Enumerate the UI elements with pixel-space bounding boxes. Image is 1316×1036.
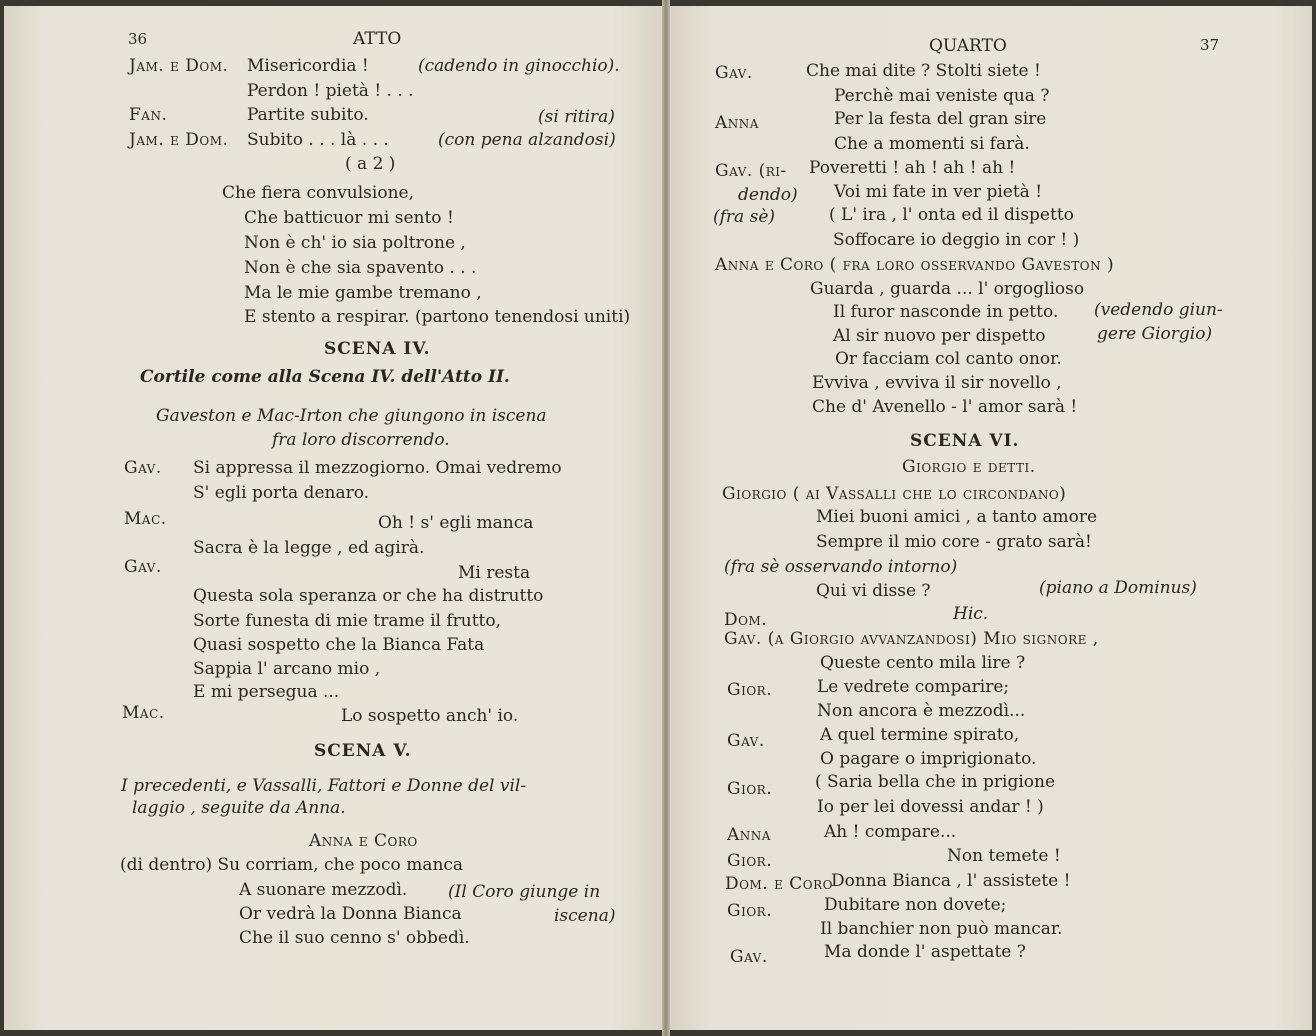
- verse-line: ( L' ira , l' onta ed il dispetto: [829, 205, 1074, 225]
- verse-line: Queste cento mila lire ?: [820, 653, 1026, 673]
- verse-line: Miei buoni amici , a tanto amore: [816, 507, 1098, 527]
- speaker-label: Mac.: [124, 509, 167, 529]
- verse-line: A quel termine spirato,: [820, 725, 1020, 745]
- verse-line: Sempre il mio core - grato sarà!: [816, 532, 1092, 552]
- running-head: ATTO: [353, 29, 402, 49]
- speaker-label: Anna: [715, 113, 759, 133]
- verse-line: ( a 2 ): [345, 154, 396, 174]
- verse-line: Che d' Avenello - l' amor sarà !: [812, 397, 1078, 417]
- right-page: [667, 6, 1312, 1030]
- speaker-label: Gior.: [727, 901, 773, 921]
- verse-line: O pagare o imprigionato.: [820, 749, 1037, 769]
- speaker-label: Gior.: [727, 680, 773, 700]
- page-number: 37: [1200, 36, 1220, 54]
- verse-line: Che fiera convulsione,: [222, 183, 414, 203]
- verse-line: Che batticuor mi sento !: [244, 208, 454, 228]
- verse-line: Per la festa del gran sire: [834, 109, 1047, 129]
- verse-line: Sappia l' arcano mio ,: [193, 659, 381, 679]
- verse-line: Oh ! s' egli manca: [378, 513, 534, 533]
- verse-line: Or facciam col canto onor.: [835, 349, 1062, 369]
- verse-line: fra loro discorrendo.: [272, 430, 450, 450]
- verse-line: Ma donde l' aspettate ?: [824, 942, 1026, 962]
- verse-line: Partite subito.: [247, 105, 369, 125]
- verse-line: Sacra è la legge , ed agirà.: [193, 538, 425, 558]
- verse-line: Mi resta: [458, 563, 531, 583]
- speaker-label: Giorgio e detti.: [902, 457, 1036, 477]
- verse-line: laggio , seguite da Anna.: [132, 798, 346, 818]
- verse-line: Perdon ! pietà ! . . .: [247, 81, 414, 101]
- speaker-label: Gav. (a Giorgio avvanzandosi) Mio signore ,: [724, 629, 1099, 649]
- verse-line: Soffocare io deggio in cor ! ): [833, 230, 1080, 250]
- verse-line: Qui vi disse ?: [816, 581, 931, 601]
- book-gutter: [662, 0, 670, 1036]
- speaker-label: Dom.: [724, 610, 768, 630]
- verse-line: Che a momenti si farà.: [834, 134, 1030, 154]
- speaker-label: Anna e Coro ( fra loro osservando Gaveston ): [715, 255, 1115, 275]
- verse-line: Ma le mie gambe tremano ,: [244, 283, 482, 303]
- verse-line: dendo): [738, 185, 798, 205]
- page-number: 36: [128, 30, 148, 48]
- speaker-label: Gav.: [124, 557, 162, 577]
- verse-line: Dubitare non dovete;: [824, 895, 1007, 915]
- verse-line: iscena): [554, 906, 616, 926]
- verse-line: Misericordia !: [247, 56, 369, 76]
- verse-line: Evviva , evviva il sir novello ,: [812, 373, 1062, 393]
- scene-heading: SCENA V.: [314, 741, 412, 761]
- speaker-label: Fan.: [129, 105, 168, 125]
- speaker-label: Gav. (ri-: [715, 161, 787, 181]
- verse-line: I precedenti, e Vassalli, Fattori e Donne del vil-: [121, 776, 527, 796]
- verse-line: Non ancora è mezzodì...: [817, 701, 1026, 721]
- verse-line: Poveretti ! ah ! ah ! ah !: [809, 158, 1016, 178]
- speaker-label: Anna e Coro: [309, 831, 418, 851]
- speaker-label: Mac.: [122, 703, 165, 723]
- verse-line: Le vedrete comparire;: [817, 677, 1010, 697]
- speaker-label: Gior.: [727, 779, 773, 799]
- speaker-label: Dom. e Coro: [725, 874, 833, 894]
- verse-line: E stento a respirar. (partono tenendosi uniti): [244, 307, 631, 327]
- verse-line: Gaveston e Mac-Irton che giungono in iscena: [156, 406, 547, 426]
- verse-line: Io per lei dovessi andar ! ): [817, 797, 1044, 817]
- verse-line: Sorte funesta di mie trame il frutto,: [193, 611, 502, 631]
- left-page: [4, 6, 665, 1030]
- verse-line: Lo sospetto anch' io.: [341, 706, 519, 726]
- verse-line: Hic.: [953, 604, 989, 624]
- verse-line: Non temete !: [947, 846, 1061, 866]
- running-head: QUARTO: [929, 36, 1007, 56]
- verse-line: ( Saria bella che in prigione: [815, 772, 1056, 792]
- verse-line: (cadendo in ginocchio).: [418, 56, 620, 76]
- speaker-label: Jam. e Dom.: [129, 56, 229, 76]
- scene-heading: SCENA IV.: [324, 339, 431, 359]
- verse-line: Che il suo cenno s' obbedì.: [239, 928, 470, 948]
- verse-line: Non è che sia spavento . . .: [244, 258, 477, 278]
- verse-line: (piano a Dominus): [1039, 578, 1197, 598]
- scene-heading: SCENA VI.: [910, 431, 1020, 451]
- scene-heading: Cortile come alla Scena IV. dell'Atto II.: [140, 367, 510, 387]
- speaker-label: Gav.: [715, 63, 753, 83]
- verse-line: (fra sè osservando intorno): [724, 557, 958, 577]
- verse-line: Si appressa il mezzogiorno. Omai vedremo: [193, 458, 562, 478]
- verse-line: Ah ! compare...: [824, 822, 957, 842]
- speaker-label: Jam. e Dom.: [129, 130, 229, 150]
- speaker-label: Anna: [727, 825, 771, 845]
- verse-line: Donna Bianca , l' assistete !: [831, 871, 1071, 891]
- verse-line: Il banchier non può mancar.: [820, 919, 1063, 939]
- verse-line: (si ritira): [538, 107, 615, 127]
- verse-line: A suonare mezzodì.: [239, 880, 408, 900]
- speaker-label: Gav.: [730, 947, 768, 967]
- speaker-label: Gav.: [124, 458, 162, 478]
- verse-line: (vedendo giun-: [1094, 300, 1223, 320]
- verse-line: Il furor nasconde in petto.: [833, 302, 1059, 322]
- verse-line: (di dentro) Su corriam, che poco manca: [120, 855, 464, 875]
- verse-line: Guarda , guarda ... l' orgoglioso: [810, 279, 1085, 299]
- verse-line: (fra sè): [713, 207, 776, 227]
- verse-line: Perchè mai veniste qua ?: [834, 86, 1050, 106]
- verse-line: Che mai dite ? Stolti siete !: [806, 61, 1041, 81]
- verse-line: Quasi sospetto che la Bianca Fata: [193, 635, 485, 655]
- verse-line: Subito . . . là . . .: [247, 130, 389, 150]
- speaker-label: Giorgio ( ai Vassalli che lo circondano): [722, 484, 1067, 504]
- verse-line: Al sir nuovo per dispetto: [833, 326, 1046, 346]
- verse-line: gere Giorgio): [1097, 324, 1213, 344]
- verse-line: (con pena alzandosi): [438, 130, 616, 150]
- verse-line: E mi persegua ...: [193, 682, 340, 702]
- verse-line: (Il Coro giunge in: [448, 882, 601, 902]
- verse-line: Non è ch' io sia poltrone ,: [244, 233, 466, 253]
- verse-line: Voi mi fate in ver pietà !: [834, 182, 1043, 202]
- speaker-label: Gav.: [727, 731, 765, 751]
- verse-line: Questa sola speranza or che ha distrutto: [193, 586, 544, 606]
- verse-line: Or vedrà la Donna Bianca: [239, 904, 462, 924]
- verse-line: S' egli porta denaro.: [193, 483, 370, 503]
- speaker-label: Gior.: [727, 851, 773, 871]
